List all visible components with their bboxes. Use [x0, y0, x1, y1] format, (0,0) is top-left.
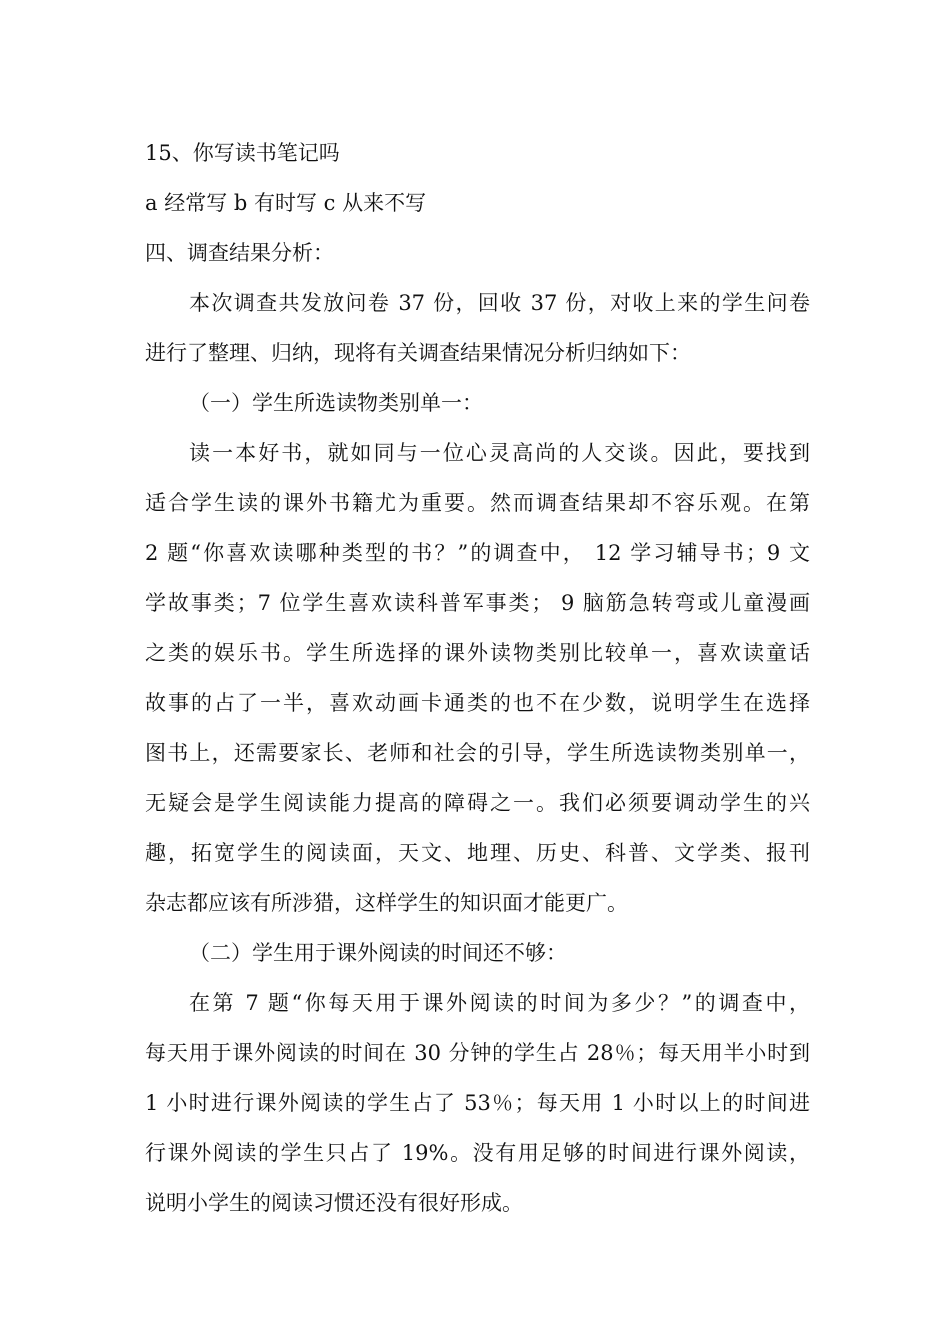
paragraph-line: 在第 7 题“你每天用于课外阅读的时间为多少？”的调查中，: [189, 991, 810, 1015]
paragraph-line: 读一本好书，就如同与一位心灵高尚的人交谈。因此，要找到: [189, 441, 810, 465]
document-body: [145, 128, 810, 1228]
paragraph-line: 杂志都应该有所涉猎，这样学生的知识面才能更广。: [145, 891, 628, 915]
paragraph-line: 1 小时进行课外阅读的学生占了 53％；每天用 1 小时以上的时间进: [145, 1091, 810, 1115]
paragraph-line: 之类的娱乐书。学生所选择的课外读物类别比较单一，喜欢读童话: [145, 641, 810, 665]
paragraph-line: 故事的占了一半，喜欢动画卡通类的也不在少数，说明学生在选择: [145, 691, 810, 715]
paragraph-line: 无疑会是学生阅读能力提高的障碍之一。我们必须要调动学生的兴: [145, 791, 810, 815]
paragraph-line: 2 题“你喜欢读哪种类型的书？”的调查中， 12 学习辅导书；9 文: [145, 541, 810, 565]
section-heading-analysis: 四、调查结果分析：: [145, 241, 334, 265]
paragraph-line: 行课外阅读的学生只占了 19%。没有用足够的时间进行课外阅读，: [145, 1141, 810, 1165]
paragraph-line: 学故事类；7 位学生喜欢读科普军事类； 9 脑筋急转弯或儿童漫画: [145, 591, 810, 615]
subheading-reading-category: （一）学生所选读物类别单一：: [189, 391, 483, 415]
paragraph-line: 说明小学生的阅读习惯还没有很好形成。: [145, 1191, 523, 1215]
question-15-options: a 经常写 b 有时写 c 从来不写: [145, 191, 427, 215]
paragraph-line: 进行了整理、归纳，现将有关调查结果情况分析归纳如下：: [145, 341, 691, 365]
paragraph-line: 图书上，还需要家长、老师和社会的引导，学生所选读物类别单一，: [145, 741, 810, 765]
paragraph-line: 适合学生读的课外书籍尤为重要。然而调查结果却不容乐观。在第: [145, 491, 810, 515]
paragraph-line: 趣，拓宽学生的阅读面，天文、地理、历史、科普、文学类、报刊: [145, 841, 810, 865]
paragraph-line: 本次调查共发放问卷 37 份，回收 37 份，对收上来的学生问卷: [189, 291, 810, 315]
question-15: 15、你写读书笔记吗: [145, 141, 340, 165]
paragraph-line: 每天用于课外阅读的时间在 30 分钟的学生占 28％；每天用半小时到: [145, 1041, 810, 1065]
subheading-reading-time: （二）学生用于课外阅读的时间还不够：: [189, 941, 567, 965]
